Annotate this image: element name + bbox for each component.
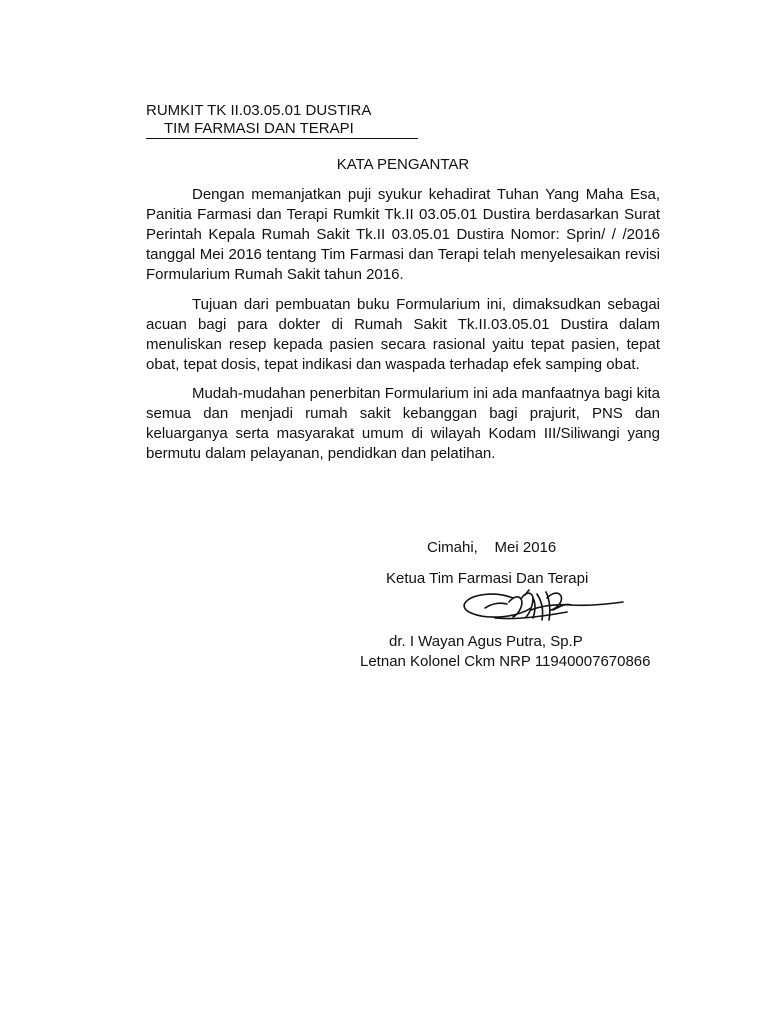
paragraph-purpose: Tujuan dari pembuatan buku Formularium ini, dimaksudkan sebagai acuan bagi para dokter di Rumah Sakit Tk.II.03.05.01 Dustira dalam menuliskan resep kepada pasien secara rasional yaitu tepat pasien, tepat obat, tepat dosis, tepat indikasi dan waspada terhadap efek samping obat. xyxy=(146,296,660,373)
signatory-name: dr. I Wayan Agus Putra, Sp.P xyxy=(389,633,583,650)
signatory-role: Ketua Tim Farmasi Dan Terapi xyxy=(386,570,589,587)
institution-name: RUMKIT TK II.03.05.01 DUSTIRA xyxy=(146,102,372,119)
place-date: Cimahi, Mei 2016 xyxy=(427,539,557,556)
committee-name: TIM FARMASI DAN TERAPI xyxy=(146,119,418,139)
paragraph-closing: Mudah-mudahan penerbitan Formularium ini ada manfaatnya bagi kita semua dan menjadi rumah sakit kebanggan bagi prajurit, PNS dan keluarganya serta masyarakat umum di wilayah Kodam III/Siliwangi yang bermutu dalam pelayanan, pendidkan dan pelatihan. xyxy=(146,385,660,462)
signatory-rank: Letnan Kolonel Ckm NRP 11940007670866 xyxy=(360,653,651,670)
page-title: KATA PENGANTAR xyxy=(336,156,470,173)
paragraph-opening: Dengan memanjatkan puji syukur kehadirat Tuhan Yang Maha Esa, Panitia Farmasi dan Terapi Rumkit Tk.II 03.05.01 Dustira berdasarkan Surat Perintah Kepala Rumah Sakit Tk.II 03.05.01 Dustira Nomor: Sprin/ / /2016 tanggal Mei 2016 tentang Tim Farmasi dan Terapi telah menyelesaikan revisi Formularium Rumah Sakit tahun 2016. xyxy=(146,186,660,283)
